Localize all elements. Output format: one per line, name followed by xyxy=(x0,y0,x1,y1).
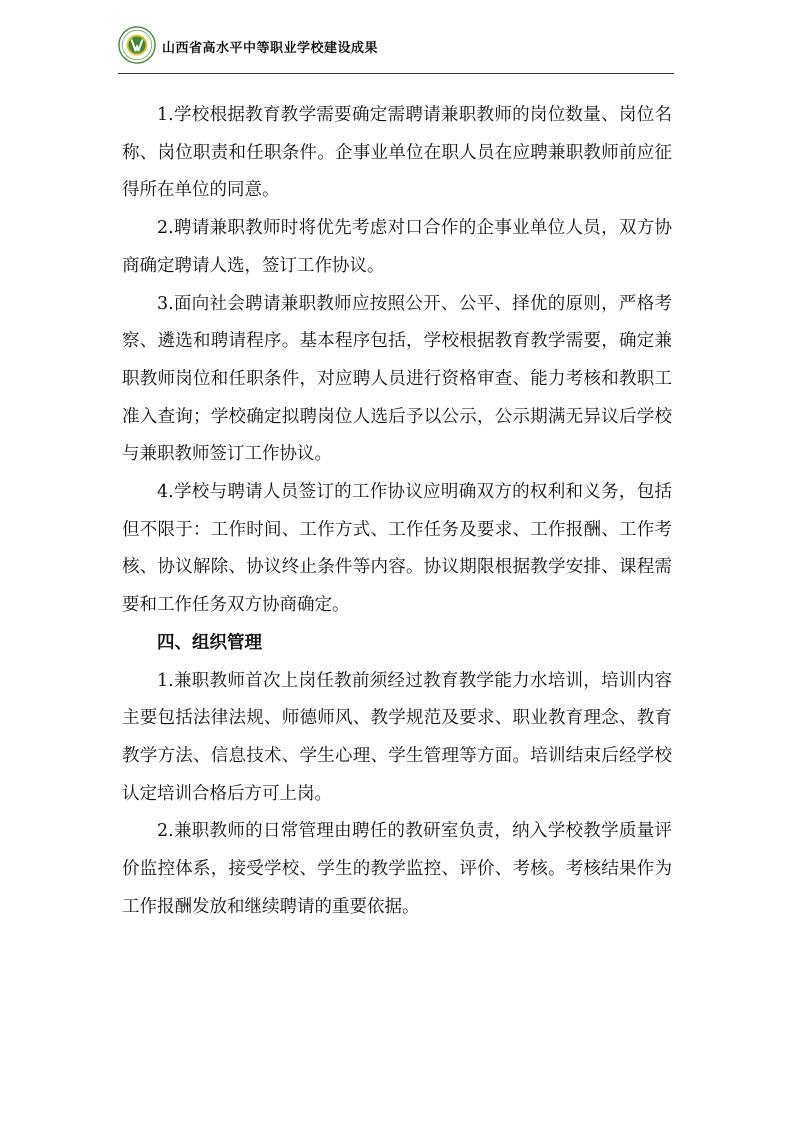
document-body xyxy=(122,97,672,926)
paragraph-selection-procedure: 3.面向社会聘请兼职教师应按照公开、公平、择优的原则，严格考察、遴选和聘请程序。基本程序包括，学校根据教育教学需要，确定兼职教师岗位和任职条件，对应聘人员进行资格审查、能力考核和教职工准入查询；学校确定拟聘岗位人选后予以公示，公示期满无异议后学校与兼职教师签订工作协议。 xyxy=(122,293,672,465)
paragraph-work-agreement: 4.学校与聘请人员签订的工作协议应明确双方的权利和义务，包括但不限于：工作时间、工作方式、工作任务及要求、工作报酬、工作考核、协议解除、协议终止条件等内容。协议期限根据教学安排、课程需要和工作任务双方协商确定。 xyxy=(122,482,672,616)
paragraph-daily-management: 2.兼职教师的日常管理由聘任的教研室负责，纳入学校教学质量评价监控体系，接受学校、学生的教学监控、评价、考核。考核结果作为工作报酬发放和继续聘请的重要依据。 xyxy=(122,821,672,917)
paragraph-hiring-positions: 1.学校根据教育教学需要确定需聘请兼职教师的岗位数量、岗位名称、岗位职责和任职条件。企事业单位在职人员在应聘兼职教师前应征得所在单位的同意。 xyxy=(122,105,672,201)
school-logo-icon xyxy=(118,26,156,64)
page-header xyxy=(118,26,674,72)
section-heading-organization: 四、组织管理 xyxy=(157,632,262,653)
header-divider xyxy=(118,73,674,74)
paragraph-training: 1.兼职教师首次上岗任教前须经过教育教学能力水培训，培训内容主要包括法律法规、师德师风、教学规范及要求、职业教育理念、教育教学方法、信息技术、学生心理、学生管理等方面。培训结束后经学校认定培训合格后方可上岗。 xyxy=(122,670,672,804)
header-title: 山西省高水平中等职业学校建设成果 xyxy=(162,41,379,56)
paragraph-priority-partners: 2.聘请兼职教师时将优先考虑对口合作的企事业单位人员，双方协商确定聘请人选，签订工作协议。 xyxy=(122,218,672,276)
